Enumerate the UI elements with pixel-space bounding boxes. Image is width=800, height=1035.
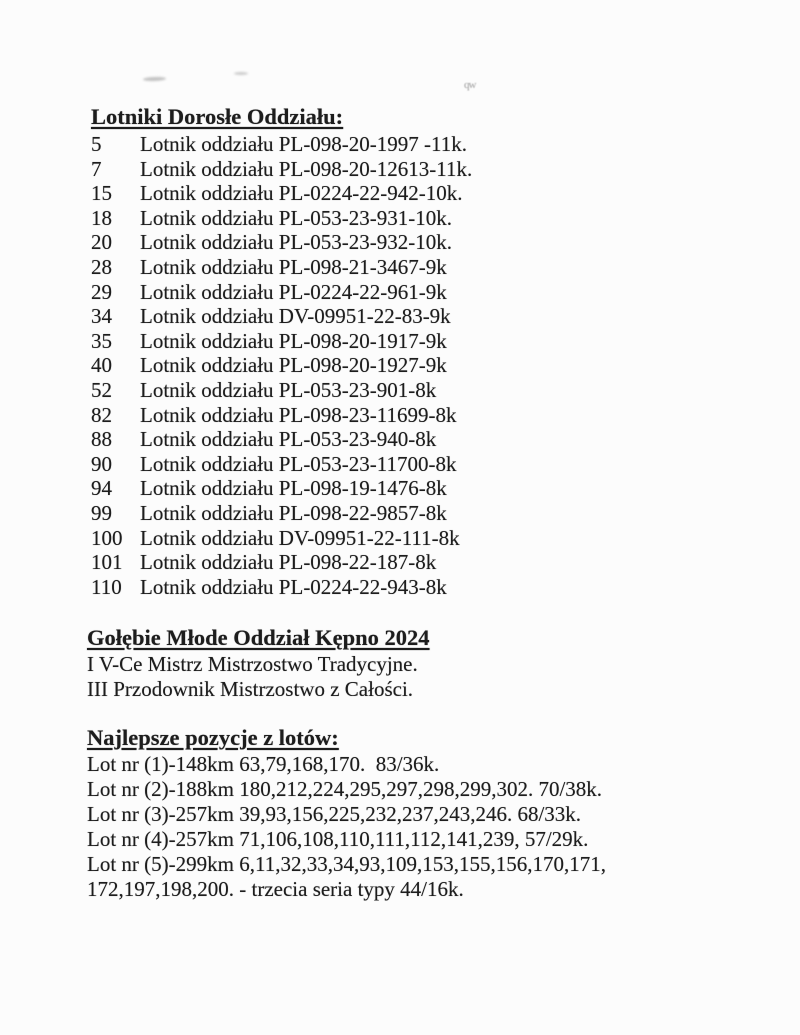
scan-smudge-icon	[234, 72, 248, 75]
section-positions-title: Najlepsze pozycje z lotów:	[87, 725, 339, 750]
flyer-rank: 100	[91, 525, 123, 550]
flyer-row	[91, 206, 472, 231]
flight-result-line: 172,197,198,200. - trzecia seria typy 44/16k.	[87, 877, 464, 901]
flight-result-line: Lot nr (2)-188km 180,212,224,295,297,298,299,302. 70/38k.	[87, 777, 603, 801]
flight-result-line: Lot nr (3)-257km 39,93,156,225,232,237,243,246. 68/33k.	[87, 802, 582, 826]
flyer-description: Lotnik oddziału PL-098-20-1917-9k	[140, 328, 447, 353]
adult-flyers-list	[91, 132, 472, 599]
flyer-description: Lotnik oddziału PL-098-20-1997 -11k.	[140, 132, 468, 156]
flyer-description: Lotnik oddziału PL-098-19-1476-8k	[140, 476, 447, 501]
flyer-rank: 7	[91, 156, 102, 181]
young-achievements-list	[87, 652, 430, 702]
flyer-description: Lotnik oddziału DV-09951-22-83-9k	[140, 304, 451, 329]
flyer-rank: 82	[91, 402, 112, 427]
section-adult-title: Lotniki Dorosłe Oddziału:	[91, 104, 344, 129]
flyer-description: Lotnik oddziału PL-053-23-11700-8k	[140, 451, 457, 476]
section-best-positions	[87, 724, 606, 902]
scan-smudge-icon	[143, 77, 166, 82]
flyer-rank: 40	[91, 353, 112, 378]
section-young-title: Gołębie Młode Oddział Kępno 2024	[87, 625, 430, 650]
flyer-rank: 99	[91, 500, 112, 525]
flyer-rank: 94	[91, 476, 112, 501]
flyer-rank: 5	[91, 132, 102, 156]
flyer-description: Lotnik oddziału PL-053-23-931-10k.	[140, 205, 453, 230]
flyer-description: Lotnik oddziału DV-09951-22-111-8k	[140, 525, 460, 550]
flight-result-line: Lot nr (4)-257km 71,106,108,110,111,112,141,239, 57/29k.	[87, 827, 589, 851]
flyer-description: Lotnik oddziału PL-053-23-932-10k.	[140, 230, 453, 255]
flyer-row	[91, 378, 472, 403]
section-young-pigeons	[87, 624, 430, 702]
scan-smudge-text: qw	[464, 79, 476, 91]
flyer-description: Lotnik oddziału PL-0224-22-961-9k	[140, 279, 447, 304]
flyer-description: Lotnik oddziału PL-098-22-187-8k	[140, 550, 437, 575]
flyer-description: Lotnik oddziału PL-098-22-9857-8k	[140, 500, 447, 525]
achievement-line: III Przodownik Mistrzostwo z Całości.	[87, 677, 414, 701]
flyer-row	[91, 427, 472, 452]
flyer-rank: 34	[91, 304, 112, 329]
flyer-row	[91, 132, 472, 157]
flyer-rank: 90	[91, 451, 112, 476]
flyer-row	[91, 501, 472, 526]
flyer-row	[91, 476, 472, 501]
flyer-rank: 110	[91, 574, 122, 599]
flyer-row	[91, 353, 472, 378]
section-adult-flyers	[91, 103, 472, 599]
flyer-row	[91, 575, 472, 600]
flyer-row	[91, 157, 472, 182]
flyer-rank: 88	[91, 427, 112, 452]
flyer-rank: 15	[91, 181, 112, 206]
flight-result-line: Lot nr (1)-148km 63,79,168,170. 83/36k.	[87, 752, 440, 776]
flyer-row	[91, 452, 472, 477]
flyer-description: Lotnik oddziału PL-0224-22-943-8k	[140, 574, 447, 599]
flyer-description: Lotnik oddziału PL-053-23-940-8k	[140, 427, 437, 452]
flyer-row	[91, 181, 472, 206]
flyer-row	[91, 526, 472, 551]
flyer-rank: 101	[91, 550, 123, 575]
flyer-row	[91, 255, 472, 280]
flyer-rank: 28	[91, 254, 112, 279]
achievement-line: I V-Ce Mistrz Mistrzostwo Tradycyjne.	[87, 652, 418, 676]
flyer-row	[91, 329, 472, 354]
flyer-rank: 20	[91, 230, 112, 255]
flight-result-line: Lot nr (5)-299km 6,11,32,33,34,93,109,153,155,156,170,171,	[87, 852, 606, 876]
flyer-description: Lotnik oddziału PL-0224-22-942-10k.	[140, 181, 463, 206]
flight-results-list	[87, 752, 606, 902]
flyer-description: Lotnik oddziału PL-098-23-11699-8k	[140, 402, 457, 427]
flyer-row	[91, 304, 472, 329]
flyer-description: Lotnik oddziału PL-098-20-1927-9k	[140, 353, 447, 378]
flyer-rank: 35	[91, 328, 112, 353]
flyer-row	[91, 230, 472, 255]
flyer-rank: 52	[91, 377, 112, 402]
flyer-row	[91, 403, 472, 428]
flyer-row	[91, 550, 472, 575]
flyer-description: Lotnik oddziału PL-098-20-12613-11k.	[140, 156, 473, 181]
flyer-rank: 29	[91, 279, 112, 304]
flyer-description: Lotnik oddziału PL-098-21-3467-9k	[140, 254, 447, 279]
flyer-rank: 18	[91, 205, 112, 230]
flyer-description: Lotnik oddziału PL-053-23-901-8k	[140, 377, 437, 402]
flyer-row	[91, 280, 472, 305]
